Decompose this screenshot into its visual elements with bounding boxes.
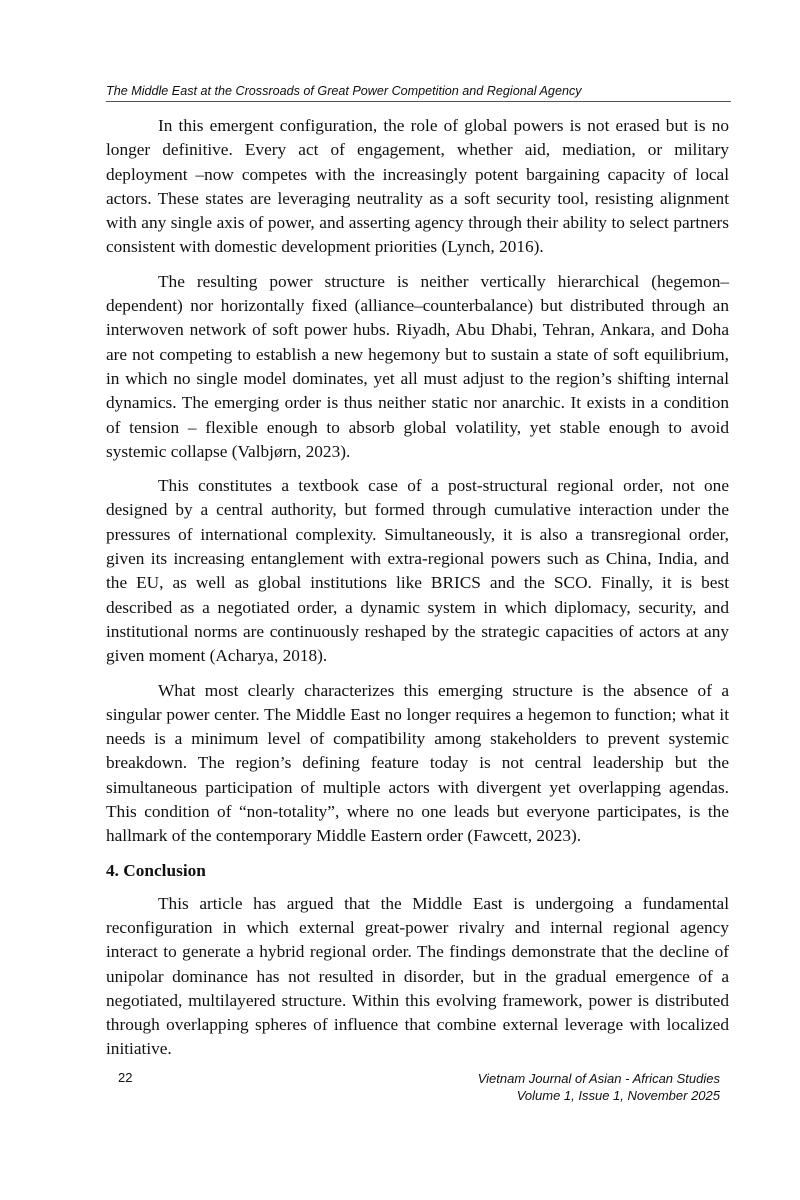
paragraph: This constitutes a textbook case of a post-structural regional order, not one designed by a central authority, but formed through cumulative interaction under the pressures of international complexity. Simultaneously, it is also a transregional order, given its increasing entanglement with extra-regional powers such as China, India, and the EU, as well as global institutions like BRICS and the SCO. Finally, it is best described as a negotiated order, a dynamic system in which diplomacy, security, and institutional norms are continuously reshaped by the strategic capacities of actors at any given moment (Acharya, 2018). [106, 476, 729, 666]
conclusion-paragraph: This article has argued that the Middle East is undergoing a fundamental reconfiguration in which external great-power rivalry and internal regional agency interact to generate a hybrid regional order. The findings demonstrate that the decline of unipolar dominance has not resulted in disorder, but in the gradual emergence of a negotiated, multilayered structure. Within this evolving framework, power is distributed through overlapping spheres of influence that combine external leverage with localized initiative. [106, 893, 729, 1059]
running-header: The Middle East at the Crossroads of Great Power Competition and Regional Agency [106, 82, 731, 102]
paragraph: The resulting power structure is neither vertically hierarchical (hegemon–dependent) nor horizontally fixed (alliance–counterbalance) but distributed through an interwoven network of soft power hubs. Riyadh, Abu Dhabi, Tehran, Ankara, and Doha are not competing to establish a new hegemony but to sustain a state of soft equilibrium, in which no single model dominates, yet all must adjust to the region’s shifting internal dynamics. The emerging order is thus neither static nor anarchic. It exists in a condition of tension – flexible enough to absorb global volatility, yet stable enough to avoid systemic collapse (Valbjørn, 2023). [106, 271, 729, 461]
page-number: 22 [118, 1070, 133, 1085]
section-heading-conclusion: 4. Conclusion [106, 860, 206, 880]
journal-footer [478, 1070, 720, 1104]
issue-info: Volume 1, Issue 1, November 2025 [516, 1088, 720, 1103]
paragraph: In this emergent configuration, the role of global powers is not erased but is no longer definitive. Every act of engagement, whether aid, mediation, or military deployment –now competes with the increasingly potent bargaining capacity of local actors. These states are leveraging neutrality as a soft security tool, resisting alignment with any single axis of power, and asserting agency through their ability to select partners consistent with domestic development priorities (Lynch, 2016). [106, 116, 729, 257]
journal-name: Vietnam Journal of Asian - African Studies [477, 1071, 720, 1086]
body-text [106, 114, 729, 1072]
paragraph: What most clearly characterizes this emerging structure is the absence of a singular power center. The Middle East no longer requires a hegemon to function; what it needs is a minimum level of compatibility among stakeholders to prevent systemic breakdown. The region’s defining feature today is not central leadership but the simultaneous participation of multiple actors with divergent yet overlapping agendas. This condition of “non-totality”, where no one leads but everyone participates, is the hallmark of the contemporary Middle Eastern order (Fawcett, 2023). [106, 680, 729, 846]
